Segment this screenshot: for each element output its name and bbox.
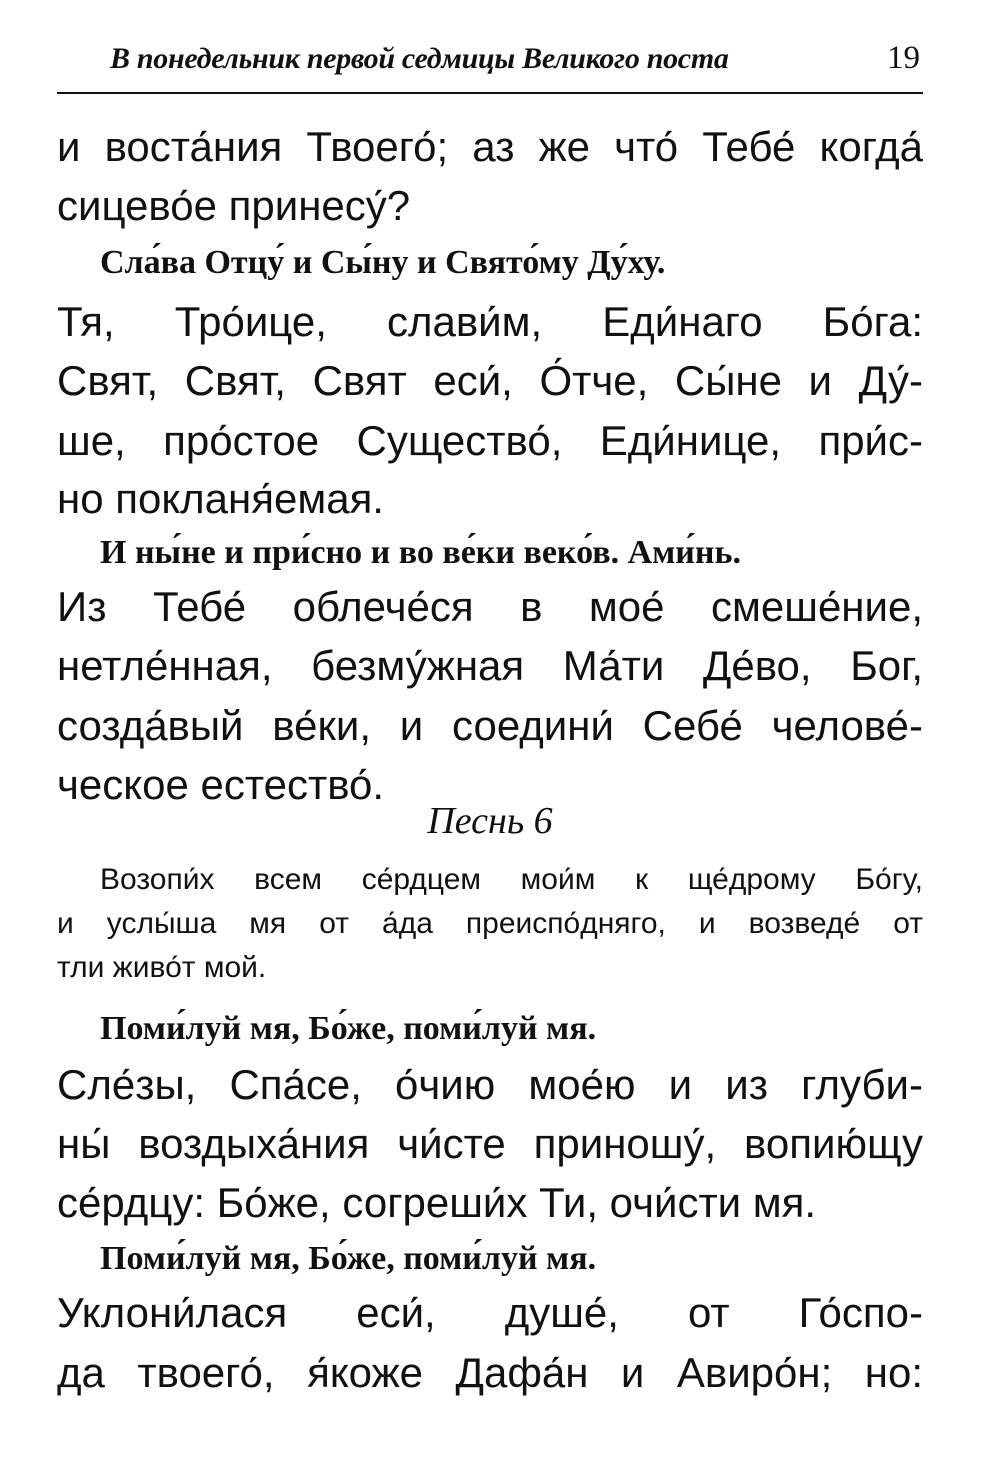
running-head	[110, 38, 920, 88]
irmos-line: Возопи́х всем се́рдцем мои́м к ще́дрому Бо́гу,	[100, 863, 923, 896]
text-line: Сле́зы, Спа́се, о́чию мое́ю и из глуби-	[57, 1061, 923, 1108]
page-number: 19	[887, 40, 920, 76]
text-line: ческое естество́.	[57, 761, 385, 808]
text-line: ны́ воздыха́ния чи́сте приношу́, вопию́щу	[57, 1120, 923, 1167]
have-mercy-refrain: Поми́луй мя, Бо́же, поми́луй мя.	[100, 1240, 597, 1277]
text-line: Свят, Свят, Свят еси́, О́тче, Сы́не и Ду́-	[57, 357, 923, 404]
header-rule	[57, 92, 923, 94]
text-line: и воста́ния Твоего́; аз же что́ Тебе́ когда́	[57, 123, 923, 170]
text-line: да твоего́, я́коже Дафа́н и Авиро́н; но:	[57, 1349, 923, 1396]
text-line: но покланя́емая.	[57, 475, 384, 522]
have-mercy-refrain: Поми́луй мя, Бо́же, поми́луй мя.	[100, 1010, 597, 1047]
text-line: ше, про́стое Существо́, Еди́нице, при́с-	[57, 417, 923, 464]
glory-refrain: Сла́ва Отцу́ и Сы́ну и Свято́му Ду́ху.	[100, 244, 666, 281]
irmos-line: и услы́ша мя от а́да преиспо́дняго, и возведе́ от	[57, 907, 923, 940]
text-line: Из Тебе́ облече́ся в мое́ смеше́ние,	[57, 583, 923, 630]
text-line: сицево́е принесу́?	[57, 182, 411, 229]
running-title: В понедельник первой седмицы Великого поста	[110, 42, 729, 75]
now-and-ever-refrain: И ны́не и при́сно и во ве́ки веко́в. Ами́нь.	[100, 534, 741, 571]
text-line: созда́вый ве́ки, и соедини́ Себе́ челове́-	[57, 702, 923, 749]
text-line: Уклони́лася еси́, душе́, от Го́спо-	[57, 1289, 923, 1336]
irmos-line: тли живо́т мой.	[57, 951, 267, 984]
text-line: нетле́нная, безму́жная Ма́ти Де́во, Бог,	[57, 642, 923, 689]
text-line: се́рдцу: Бо́же, согреши́х Ти, очи́сти мя.	[57, 1179, 817, 1226]
section-heading: Песнь 6	[427, 800, 553, 842]
text-line: Тя, Тро́ице, слави́м, Еди́наго Бо́га:	[57, 298, 923, 345]
